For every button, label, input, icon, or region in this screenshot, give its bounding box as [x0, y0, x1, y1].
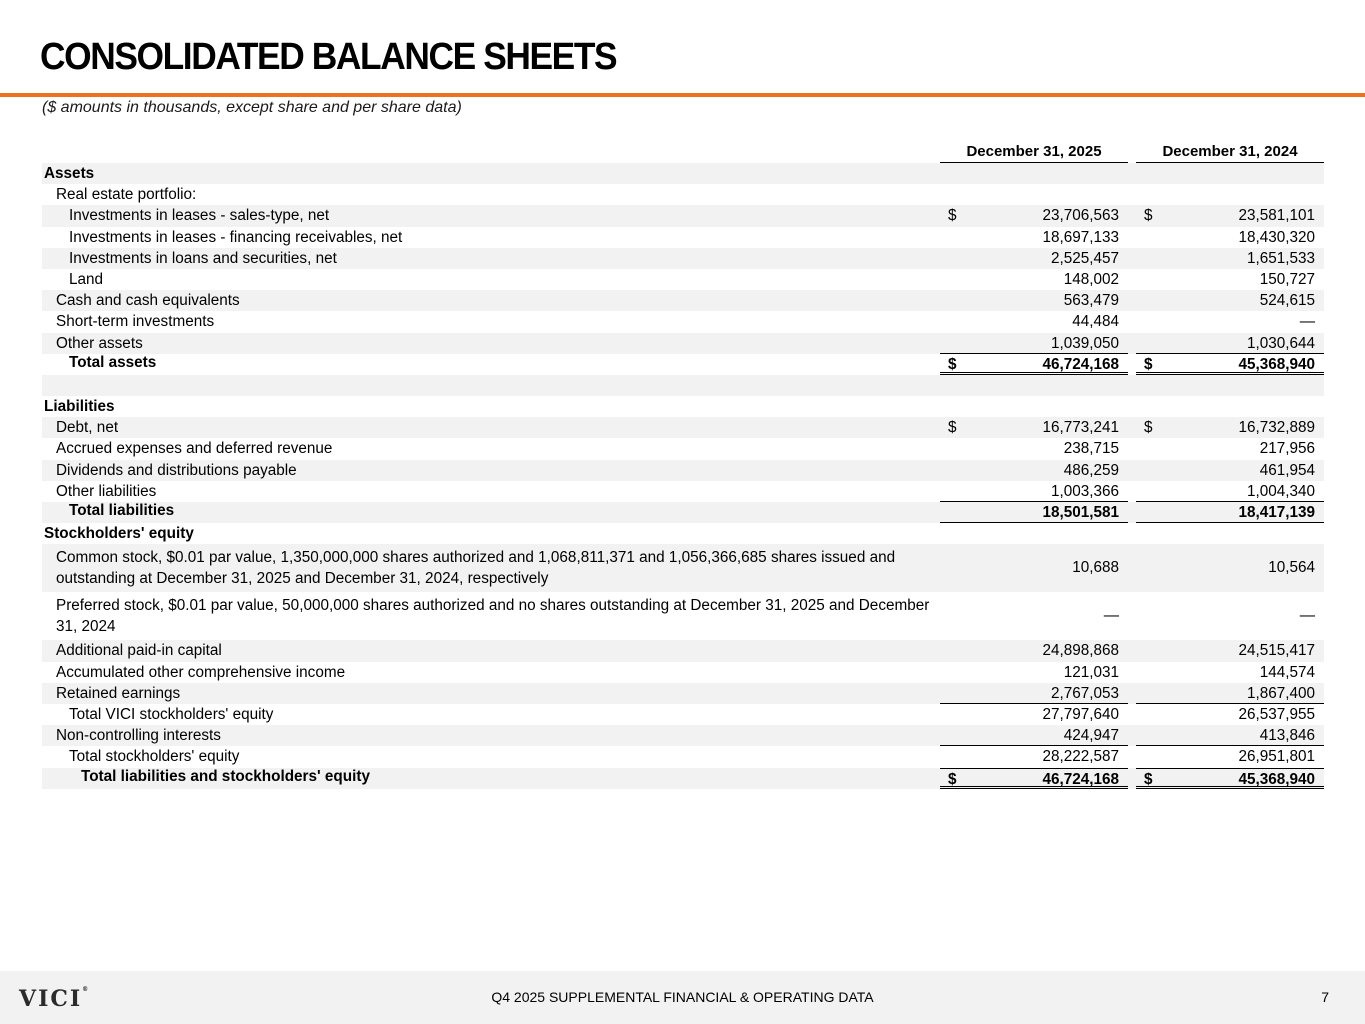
- table-row: [42, 269, 1324, 290]
- row-label: Debt, net: [56, 419, 119, 437]
- value-2024: 18,417,139: [1238, 504, 1315, 521]
- value-2024: 23,581,101: [1238, 207, 1315, 225]
- value-2025: 121,031: [1063, 663, 1119, 681]
- dollar-sign: $: [948, 770, 957, 788]
- page-footer: [0, 971, 1365, 1024]
- section-header-liabilities: [42, 396, 1324, 417]
- row-label: Short-term investments: [56, 313, 215, 331]
- subtotal-row-total-equity: [42, 746, 1324, 767]
- value-2024: 45,368,940: [1238, 355, 1315, 373]
- row-label: Total liabilities and stockholders' equity: [81, 767, 370, 785]
- row-label: Land: [69, 270, 104, 288]
- value-2025: 16,773,241: [1042, 419, 1119, 437]
- logo-mark: ®: [82, 986, 89, 993]
- table-row: [42, 417, 1324, 438]
- value-2025: 148,002: [1063, 270, 1119, 288]
- table-row: [42, 460, 1324, 481]
- value-2025: 46,724,168: [1042, 770, 1119, 788]
- row-label: Retained earnings: [56, 684, 181, 702]
- value-2025: 563,479: [1063, 292, 1119, 310]
- table-row: [42, 205, 1324, 226]
- row-label: Real estate portfolio:: [56, 186, 197, 204]
- value-2024: 1,651,533: [1246, 249, 1315, 267]
- value-2025: 44,484: [1072, 313, 1119, 331]
- row-label: Accrued expenses and deferred revenue: [56, 440, 333, 458]
- table-row: [42, 662, 1324, 683]
- row-label: Total VICI stockholders' equity: [69, 705, 274, 723]
- row-label: Other liabilities: [56, 482, 157, 500]
- value-2025: 27,797,640: [1042, 705, 1119, 723]
- value-2024: 26,951,801: [1238, 748, 1315, 766]
- value-2024: 413,846: [1259, 727, 1315, 745]
- value-2025: 46,724,168: [1042, 355, 1119, 373]
- dollar-sign: $: [948, 419, 957, 437]
- row-label: Stockholders' equity: [44, 525, 194, 543]
- page-title: CONSOLIDATED BALANCE SHEETS: [40, 36, 617, 78]
- total-row-assets: [42, 354, 1324, 375]
- value-2024: 144,574: [1259, 663, 1315, 681]
- value-2025: 2,767,053: [1050, 684, 1119, 702]
- table-row: [42, 333, 1324, 354]
- value-2025: 23,706,563: [1042, 207, 1119, 225]
- value-2024: 1,867,400: [1246, 684, 1315, 702]
- value-2024: 524,615: [1259, 292, 1315, 310]
- value-2024: 1,004,340: [1246, 482, 1315, 500]
- row-label: Total stockholders' equity: [69, 748, 240, 766]
- table-row: [42, 544, 1324, 592]
- row-label: Investments in leases - financing receivables, net: [69, 228, 403, 246]
- section-header-equity: [42, 523, 1324, 544]
- table-row: [42, 438, 1324, 459]
- page-number: 7: [1321, 989, 1329, 1005]
- section-header-assets: [42, 163, 1324, 184]
- table-row: [42, 311, 1324, 332]
- value-2024: 10,564: [1268, 559, 1315, 577]
- value-2024: 18,430,320: [1238, 228, 1315, 246]
- value-2024: 1,030,644: [1246, 334, 1315, 352]
- row-label: Investments in leases - sales-type, net: [69, 207, 330, 225]
- dollar-sign: $: [1144, 355, 1153, 373]
- value-2025: 1,039,050: [1050, 334, 1119, 352]
- table-row: [42, 683, 1324, 704]
- balance-sheet-table: [42, 163, 1324, 789]
- value-2024: —: [1299, 607, 1315, 625]
- row-label: Other assets: [56, 334, 143, 352]
- value-2025: 238,715: [1063, 440, 1119, 458]
- table-row: [42, 227, 1324, 248]
- page-subtitle: ($ amounts in thousands, except share and per share data): [42, 99, 462, 116]
- table-row: [42, 290, 1324, 311]
- spacer-row: [42, 375, 1324, 396]
- table-row: [42, 592, 1324, 640]
- table-row: [42, 184, 1324, 205]
- row-label: Cash and cash equivalents: [56, 292, 240, 310]
- value-2025: 424,947: [1063, 727, 1119, 745]
- table-row: [42, 248, 1324, 269]
- total-row-liabilities-equity: [42, 768, 1324, 789]
- value-2024: 24,515,417: [1238, 642, 1315, 660]
- value-2025: 18,697,133: [1042, 228, 1119, 246]
- subtotal-row-vici-equity: [42, 704, 1324, 725]
- value-2024: 26,537,955: [1238, 705, 1315, 723]
- row-label: Preferred stock, $0.01 par value, 50,000,000 shares authorized and no shares outstanding at December 31, 2025 and December 31, 2024: [56, 597, 930, 636]
- value-2024: 16,732,889: [1238, 419, 1315, 437]
- column-header-2025: December 31, 2025: [966, 143, 1102, 160]
- value-2025: 1,003,366: [1050, 482, 1119, 500]
- value-2025: 486,259: [1063, 461, 1119, 479]
- value-2025: 28,222,587: [1042, 748, 1119, 766]
- value-2025: 10,688: [1072, 559, 1119, 577]
- table-row: [42, 640, 1324, 661]
- row-label: Investments in loans and securities, net: [69, 249, 337, 267]
- table-row: [42, 725, 1324, 746]
- row-label: Non-controlling interests: [56, 727, 221, 745]
- value-2025: 2,525,457: [1050, 249, 1119, 267]
- row-label: Accumulated other comprehensive income: [56, 663, 346, 681]
- row-label: Additional paid-in capital: [56, 642, 222, 660]
- dollar-sign: $: [1144, 770, 1153, 788]
- row-label: Liabilities: [44, 398, 115, 416]
- value-2024: —: [1299, 313, 1315, 331]
- value-2025: 18,501,581: [1042, 504, 1119, 521]
- value-2024: 461,954: [1259, 461, 1315, 479]
- row-label: Dividends and distributions payable: [56, 461, 297, 479]
- dollar-sign: $: [1144, 207, 1153, 225]
- value-2024: 45,368,940: [1238, 770, 1315, 788]
- column-header-2024: December 31, 2024: [1162, 143, 1298, 160]
- logo-text: VICI: [19, 986, 83, 1012]
- row-label: Total liabilities: [69, 502, 175, 519]
- value-2024: 217,956: [1259, 440, 1315, 458]
- value-2024: 150,727: [1259, 270, 1315, 288]
- row-label: Common stock, $0.01 par value, 1,350,000,000 shares authorized and 1,068,811,371 and 1,056,366,685 shares issued and outstanding at December 31, 2025 and December 31, 2024, respectively: [56, 549, 896, 588]
- footer-title: Q4 2025 SUPPLEMENTAL FINANCIAL & OPERATING DATA: [491, 989, 874, 1005]
- table-row: [42, 481, 1324, 502]
- dollar-sign: $: [948, 207, 957, 225]
- total-row-liabilities: [42, 502, 1324, 523]
- dollar-sign: $: [1144, 419, 1153, 437]
- dollar-sign: $: [948, 355, 957, 373]
- row-label: Total assets: [69, 353, 157, 371]
- row-label: Assets: [44, 165, 95, 182]
- value-2025: 24,898,868: [1042, 642, 1119, 660]
- value-2025: —: [1103, 607, 1119, 625]
- title-divider: [0, 93, 1365, 97]
